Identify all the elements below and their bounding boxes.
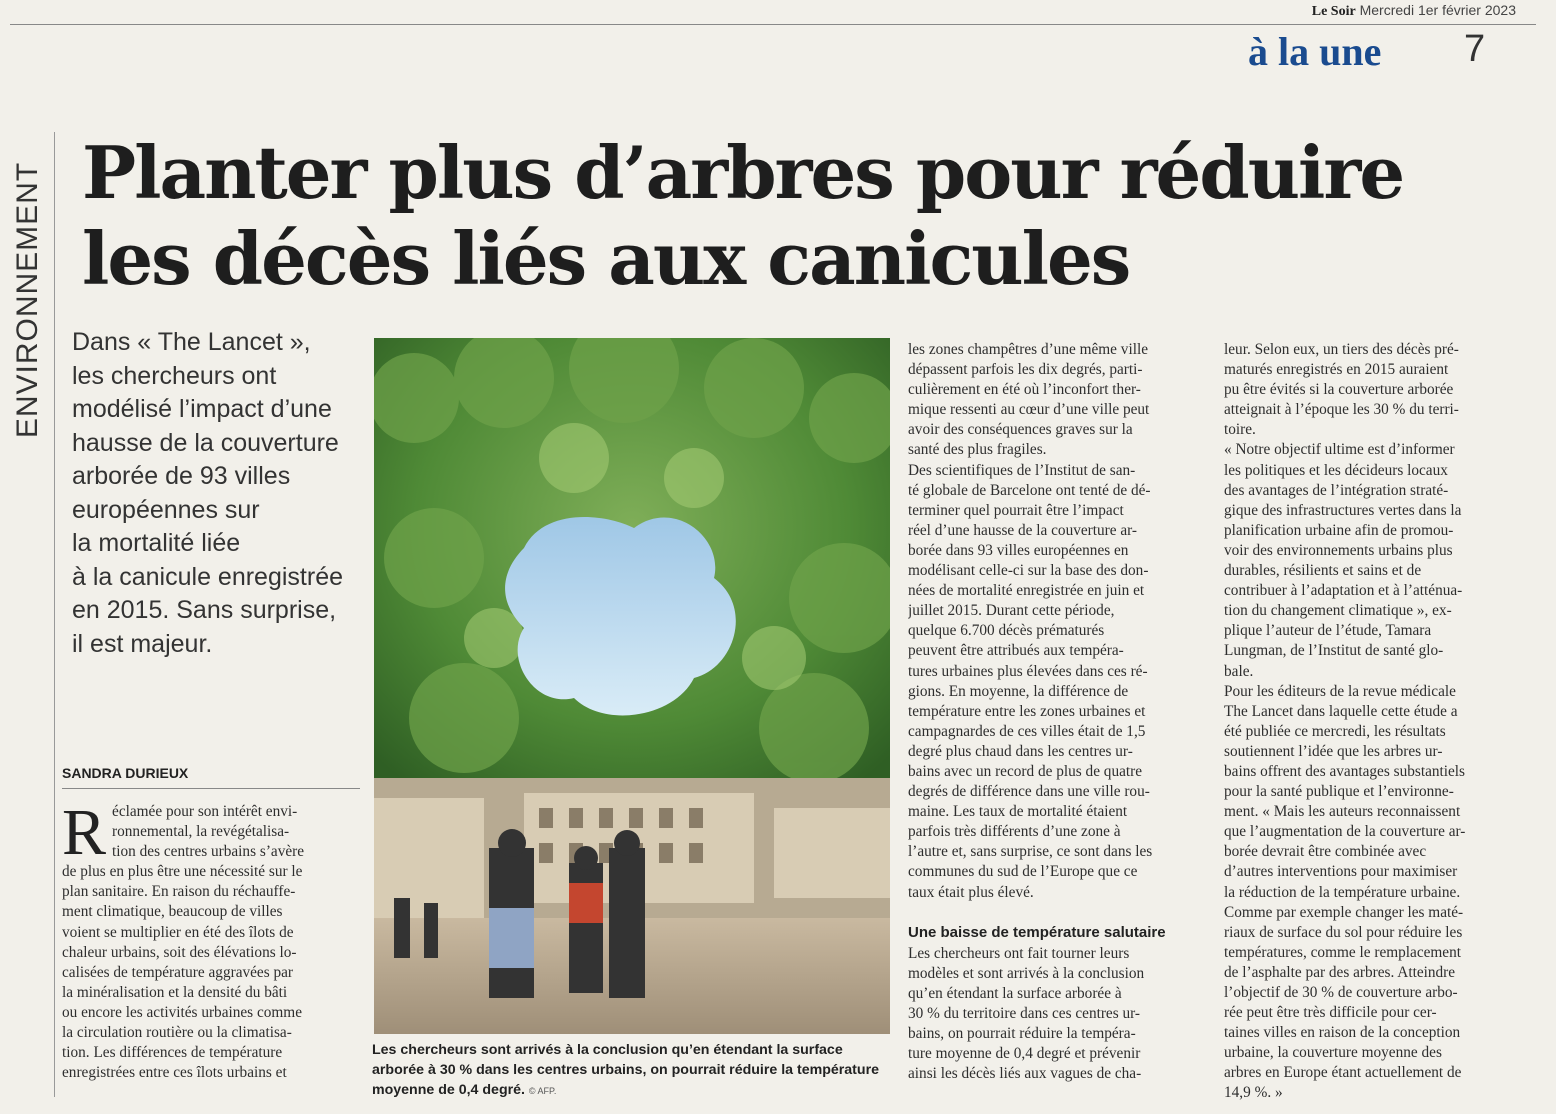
text-line: planification urbaine afin de promou- xyxy=(1224,521,1454,539)
text-line: toire. xyxy=(1224,421,1256,439)
text-line: urbaine, la couverture moyenne des xyxy=(1224,1044,1442,1062)
text-line: européennes sur xyxy=(72,495,260,524)
text-line: tion. Les différences de température xyxy=(62,1044,283,1062)
text-line: réel d’une hausse de la couverture ar- xyxy=(908,521,1138,539)
text-line: peuvent être attribués aux tempéra- xyxy=(908,642,1124,660)
text-line: tion du changement climatique », ex- xyxy=(1224,602,1452,620)
headline xyxy=(82,130,1522,302)
text-line: santé des plus fragiles. xyxy=(908,441,1047,459)
text-line: communes du sud de l’Europe que ce xyxy=(908,863,1138,881)
masthead-paper: Le Soir xyxy=(1311,4,1356,19)
text-line: tures urbaines plus élevées dans ces ré- xyxy=(908,662,1148,680)
text-line: modèles et sont arrivés à la conclusion xyxy=(908,964,1145,982)
top-rule xyxy=(10,24,1536,25)
masthead xyxy=(1312,2,1516,20)
text-line: que l’augmentation de la couverture ar- xyxy=(1224,823,1466,841)
text-line: bains avec un record de plus de quatre xyxy=(908,762,1143,780)
text-line: enregistrées entre ces îlots urbains et xyxy=(62,1064,287,1082)
section-label xyxy=(8,135,48,465)
text-line: d’autres interventions pour maximiser xyxy=(1224,863,1458,881)
byline-rule xyxy=(62,788,360,789)
text-line: des avantages de l’intégration straté- xyxy=(1224,481,1449,499)
text-line: soutiennent l’idée que les arbres ur- xyxy=(1224,742,1443,760)
text-line: modélisant celle-ci sur la base des don- xyxy=(908,562,1149,580)
headline-line: les décès liés aux canicules xyxy=(82,216,1130,301)
headline-line: Planter plus d’arbres pour réduire xyxy=(82,130,1404,215)
text-line: plan sanitaire. En raison du réchauffe- xyxy=(62,883,296,901)
text-line: ment climatique, beaucoup de villes xyxy=(62,903,283,921)
photo-credit: © AFP. xyxy=(528,1086,557,1096)
text-line: ture moyenne de 0,4 degré et prévenir xyxy=(908,1045,1141,1063)
text-line: les chercheurs ont xyxy=(72,361,277,390)
text-line: à la canicule enregistrée xyxy=(72,562,343,591)
text-line: pour la santé publique et l’environne- xyxy=(1224,783,1454,801)
text-line: Comme par exemple changer les maté- xyxy=(1224,903,1464,921)
text-line: calisées de température aggravées par xyxy=(62,963,294,981)
text-line: Dans « The Lancet », xyxy=(72,328,311,356)
text-line: hausse de la couverture xyxy=(72,428,339,457)
text-line: Pour les éditeurs de la revue médicale xyxy=(1224,682,1456,700)
text-line: contribuer à l’adaptation et à l’atténua- xyxy=(1224,582,1463,600)
text-line: avoir des conséquences graves sur la xyxy=(908,421,1133,439)
text-line: la réduction de la température urbaine. xyxy=(1224,883,1461,901)
page-number: 7 xyxy=(1464,28,1486,70)
text-line: voient se multiplier en été des îlots de xyxy=(62,923,294,941)
subheading: Une baisse de température salutaire xyxy=(908,923,1166,941)
author-byline: SANDRA DURIEUX xyxy=(62,765,189,781)
article-column-1 xyxy=(62,796,352,1083)
text-line: terminer quel pourrait être l’impact xyxy=(908,501,1124,519)
text-line: juillet 2015. Durant cette période, xyxy=(908,602,1115,620)
photo-caption xyxy=(372,1040,892,1101)
text-line: quelque 6.700 décès prématurés xyxy=(908,622,1105,640)
text-line: campagnardes de ces villes était de 1,5 xyxy=(908,722,1146,740)
masthead-date: Mercredi 1er février 2023 xyxy=(1359,2,1516,18)
standfirst xyxy=(72,326,372,661)
text-line: degrés de différence dans une ville rou- xyxy=(908,783,1150,801)
drop-cap: R xyxy=(62,796,107,869)
text-line: les zones champêtres d’une même ville xyxy=(908,341,1148,358)
text-line: taines villes en raison de la conception xyxy=(1224,1024,1461,1042)
text-line: de plus en plus être une nécessité sur le xyxy=(62,863,303,881)
text-line: arborée de 93 villes xyxy=(72,462,291,490)
caption-text: Les chercheurs sont arrivés à la conclusion qu’en étendant la surface arborée à 30 % dans les centres urbains, on pourrait réduire la température moyenne de 0,4 degré. xyxy=(372,1042,879,1098)
article-photo xyxy=(374,338,890,1034)
text-line: modélisé l’impact d’une xyxy=(72,395,332,423)
text-line: ainsi les décès liés aux vagues de cha- xyxy=(908,1065,1142,1083)
text-line: de l’asphalte par des arbres. Atteindre xyxy=(1224,963,1456,981)
text-line: dépassent parfois les dix degrés, parti- xyxy=(908,361,1143,379)
text-line: taux était plus élevé. xyxy=(908,883,1034,901)
text-line: 14,9 %. » xyxy=(1224,1084,1283,1102)
text-line: rée peut être très difficile pour cer- xyxy=(1224,1004,1437,1022)
text-line: qu’en étendant la surface arborée à xyxy=(908,984,1122,1002)
text-line: bains offrent des avantages substantiels xyxy=(1224,762,1466,780)
text-line: riaux de surface du sol pour réduire les xyxy=(1224,923,1463,941)
text-line: ment. « Mais les auteurs reconnaissent xyxy=(1224,803,1461,821)
section-divider xyxy=(54,132,55,1097)
text-line: durables, résilients et sains et de xyxy=(1224,562,1422,580)
text-line: The Lancet dans laquelle cette étude a xyxy=(1224,702,1458,720)
text-line: arbres en Europe étant actuellement de xyxy=(1224,1064,1462,1082)
text-line: borée dans 93 villes européennes en xyxy=(908,541,1129,559)
text-line: les politiques et les décideurs locaux xyxy=(1224,461,1448,479)
text-line: voir des environnements urbains plus xyxy=(1224,541,1453,559)
text-line: tion des centres urbains s’avère xyxy=(112,843,305,861)
text-line: bale. xyxy=(1224,662,1254,680)
text-line: il est majeur. xyxy=(72,629,213,658)
text-line: leur. Selon eux, un tiers des décès pré- xyxy=(1224,341,1459,358)
text-line: degré plus chaud dans les centres ur- xyxy=(908,742,1133,760)
text-line: température entre les zones urbaines et xyxy=(908,702,1146,720)
article-column-2 xyxy=(908,340,1208,1084)
text-line: maine. Les taux de mortalité étaient xyxy=(908,803,1128,821)
text-line: températures, comme le remplacement xyxy=(1224,943,1461,961)
text-line: éclamée pour son intérêt envi- xyxy=(112,803,298,820)
text-line: gions. En moyenne, la différence de xyxy=(908,682,1129,700)
rubric: à la une xyxy=(1248,29,1382,74)
text-line: ronnemental, la revégétalisa- xyxy=(112,823,290,841)
text-line: la minéralisation et la densité du bâti xyxy=(62,983,288,1001)
text-line: maturés enregistrés en 2015 auraient xyxy=(1224,361,1449,379)
text-line: ou encore les activités urbaines comme xyxy=(62,1003,302,1021)
text-line: l’objectif de 30 % de couverture arbo- xyxy=(1224,984,1458,1001)
text-line: parfois très différents d’une zone à xyxy=(908,823,1121,841)
text-line: l’autre et, sans surprise, ce sont dans les xyxy=(908,843,1153,861)
text-line: Lungman, de l’Institut de santé glo- xyxy=(1224,642,1444,660)
text-line: Les chercheurs ont fait tourner leurs xyxy=(908,944,1130,962)
text-line: Des scientifiques de l’Institut de san- xyxy=(908,461,1136,479)
text-line: la mortalité liée xyxy=(72,529,241,557)
text-line: chaleur urbains, soit des élévations lo- xyxy=(62,943,297,961)
text-line: « Notre objectif ultime est d’informer xyxy=(1224,441,1455,459)
text-line: gique des infrastructures vertes dans la xyxy=(1224,501,1462,519)
text-line: bains, on pourrait réduire la tempéra- xyxy=(908,1025,1136,1042)
photo-image xyxy=(374,338,890,1034)
text-line: pu être évités si la couverture arborée xyxy=(1224,381,1454,399)
text-line: 30 % du territoire dans ces centres ur- xyxy=(908,1004,1141,1022)
article-column-3 xyxy=(1224,340,1540,1104)
text-line: culièrement en été où l’inconfort ther- xyxy=(908,381,1141,399)
text-line: nées de mortalité enregistrée en juin et xyxy=(908,582,1145,600)
section-label-text: ENVIRONNEMENT xyxy=(11,161,44,439)
text-line: atteignait à l’époque les 30 % du terri- xyxy=(1224,401,1459,419)
text-line: mique ressenti au cœur d’une ville peut xyxy=(908,401,1150,419)
text-line: plique l’auteur de l’étude, Tamara xyxy=(1224,622,1432,640)
text-line: té globale de Barcelone ont tenté de dé- xyxy=(908,481,1151,499)
text-line: en 2015. Sans surprise, xyxy=(72,596,337,624)
text-line: été publiée ce mercredi, les résultats xyxy=(1224,722,1446,740)
text-line: borée devrait être combinée avec xyxy=(1224,843,1427,861)
text-line: la circulation routière ou la climatisa- xyxy=(62,1024,292,1042)
